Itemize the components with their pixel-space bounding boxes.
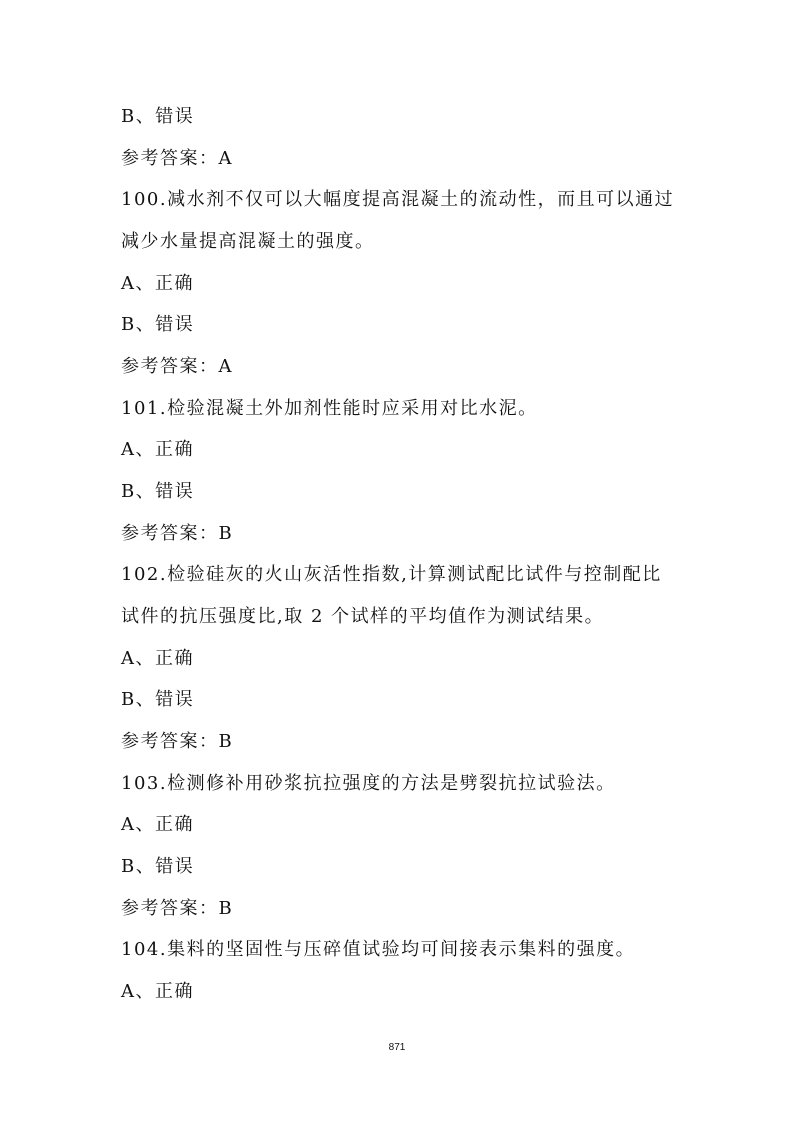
option-a: A、正确	[121, 648, 194, 669]
question-102-line-2: 试件的抗压强度比,取 2 个试样的平均值作为测试结果。	[121, 606, 605, 627]
option-b: B、错误	[121, 481, 195, 502]
page-number: 871	[388, 1042, 406, 1053]
reference-answer: 参考答案：A	[121, 356, 233, 377]
question-102-line-1: 102.检验硅灰的火山灰活性指数,计算测试配比试件与控制配比	[121, 564, 662, 585]
reference-answer: 参考答案：B	[121, 898, 234, 919]
reference-answer: 参考答案：A	[121, 148, 233, 169]
option-a: A、正确	[121, 273, 194, 294]
question-103: 103.检测修补用砂浆抗拉强度的方法是劈裂抗拉试验法。	[121, 773, 616, 794]
reference-answer: 参考答案：B	[121, 731, 234, 752]
question-104: 104.集料的坚固性与压碎值试验均可间接表示集料的强度。	[121, 939, 636, 960]
option-b: B、错误	[121, 856, 195, 877]
reference-answer: 参考答案：B	[121, 523, 234, 544]
option-a: A、正确	[121, 439, 194, 460]
option-b: B、错误	[121, 689, 195, 710]
question-100-line-2: 减少水量提高混凝土的强度。	[121, 231, 375, 252]
question-101: 101.检验混凝土外加剂性能时应采用对比水泥。	[121, 398, 538, 419]
option-b: B、错误	[121, 106, 195, 127]
option-b: B、错误	[121, 314, 195, 335]
question-100-line-1: 100.减水剂不仅可以大幅度提高混凝土的流动性，而且可以通过	[121, 189, 675, 210]
option-a: A、正确	[121, 814, 194, 835]
option-a: A、正确	[121, 981, 194, 1002]
